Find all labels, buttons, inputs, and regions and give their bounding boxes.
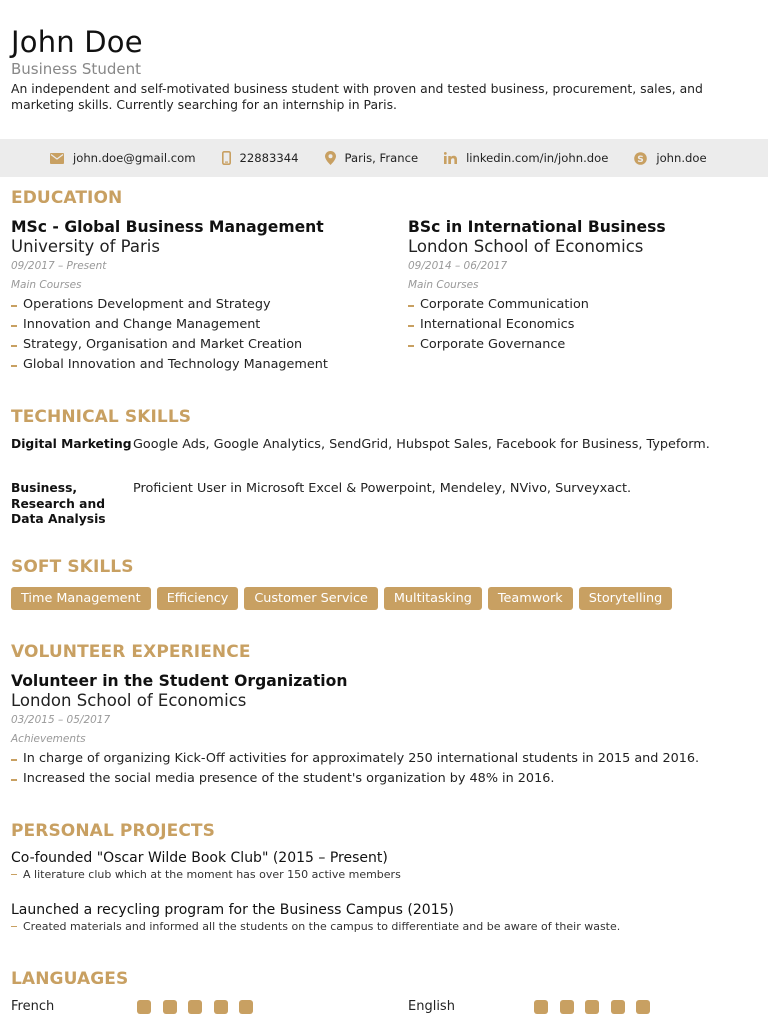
- language-level-dot: [636, 1000, 650, 1014]
- project-description: Created materials and informed all the students on the campus to differentiate and be aware of their waste.: [11, 919, 751, 934]
- contact-skype[interactable]: [634, 151, 706, 165]
- language-name: French: [11, 999, 55, 1014]
- soft-skill-chip: Time Management: [11, 587, 151, 610]
- language-level-dot: [534, 1000, 548, 1014]
- education-entry: [408, 217, 768, 355]
- skill-label: Digital Marketing: [11, 437, 132, 451]
- language-level-dot: [137, 1000, 151, 1014]
- technical-skill-row: [11, 481, 751, 528]
- soft-skill-chip: Storytelling: [579, 587, 673, 610]
- section-title-projects: PERSONAL PROJECTS: [11, 821, 215, 841]
- project-title: Launched a recycling program for the Business Campus (2015): [11, 902, 454, 918]
- project-entry: [11, 901, 751, 934]
- mobile-phone-icon: [222, 151, 231, 165]
- language-name: English: [408, 999, 455, 1014]
- volunteer-dates: 03/2015 – 05/2017: [11, 714, 111, 726]
- linkedin-icon: [444, 152, 457, 164]
- technical-skill-row: [11, 437, 751, 453]
- education-dates: 09/2014 – 06/2017: [408, 260, 508, 272]
- language-level-dot: [188, 1000, 202, 1014]
- soft-skills-list: [11, 587, 678, 610]
- course-item: Corporate Communication: [408, 295, 768, 315]
- contact-skype-text: john.doe: [656, 151, 707, 165]
- contact-linkedin-text: linkedin.com/in/john.doe: [466, 151, 609, 165]
- project-title: Co-founded "Oscar Wilde Book Club" (2015 – Present): [11, 850, 388, 866]
- language-row: [11, 999, 265, 1014]
- language-level-dots: [534, 1000, 662, 1014]
- skill-value: Proficient User in Microsoft Excel & Powerpoint, Mendeley, NVivo, Surveyxact.: [133, 481, 632, 496]
- course-item: Strategy, Organisation and Market Creation: [11, 335, 371, 355]
- candidate-role: Business Student: [11, 60, 141, 78]
- resume-header: [11, 24, 751, 112]
- courses-list: [408, 295, 768, 355]
- contact-bar: [0, 139, 768, 177]
- envelope-icon: [50, 153, 64, 164]
- soft-skill-chip: Multitasking: [384, 587, 482, 610]
- achievements-list: [11, 749, 751, 789]
- contact-email-text: john.doe@gmail.com: [73, 151, 196, 165]
- courses-label: Main Courses: [11, 279, 82, 291]
- volunteer-title: Volunteer in the Student Organization: [11, 672, 348, 690]
- course-item: Innovation and Change Management: [11, 315, 371, 335]
- project-description: A literature club which at the moment has over 150 active members: [11, 867, 751, 882]
- language-level-dot: [611, 1000, 625, 1014]
- courses-list: [11, 295, 371, 375]
- course-item: International Economics: [408, 315, 768, 335]
- course-item: Corporate Governance: [408, 335, 768, 355]
- skill-label: Business, Research and Data Analysis: [11, 481, 106, 526]
- education-entry: [11, 217, 371, 375]
- contact-phone-text: 22883344: [239, 151, 299, 165]
- language-level-dots: [137, 1000, 265, 1014]
- achievement-item: Increased the social media presence of the student's organization by 48% in 2016.: [11, 769, 751, 789]
- degree-title: MSc - Global Business Management: [11, 218, 324, 236]
- school-name: London School of Economics: [408, 237, 644, 256]
- summary-text: An independent and self-motivated business student with proven and tested business, procurement, sales, and marketing skills. Currently searching for an internship in Paris.: [11, 81, 703, 112]
- soft-skill-chip: Efficiency: [157, 587, 239, 610]
- candidate-name: John Doe: [11, 25, 143, 59]
- svg-text:S: S: [637, 154, 645, 165]
- contact-location-text: Paris, France: [344, 151, 419, 165]
- volunteer-org: London School of Economics: [11, 691, 247, 710]
- courses-label: Main Courses: [408, 279, 479, 291]
- section-title-technical-skills: TECHNICAL SKILLS: [11, 407, 192, 427]
- course-item: Global Innovation and Technology Management: [11, 355, 371, 375]
- project-entry: [11, 849, 751, 882]
- map-pin-icon: [325, 151, 336, 165]
- skill-value: Google Ads, Google Analytics, SendGrid, Hubspot Sales, Facebook for Business, Typeform.: [133, 437, 710, 452]
- contact-email[interactable]: [50, 151, 196, 165]
- education-dates: 09/2017 – Present: [11, 260, 107, 272]
- achievement-item: In charge of organizing Kick-Off activities for approximately 250 international students in 2015 and 2016.: [11, 749, 751, 769]
- course-item: Operations Development and Strategy: [11, 295, 371, 315]
- contact-phone[interactable]: [222, 151, 299, 165]
- degree-title: BSc in International Business: [408, 218, 666, 236]
- language-level-dot: [239, 1000, 253, 1014]
- language-row: [408, 999, 662, 1014]
- contact-location: [325, 151, 419, 165]
- soft-skill-chip: Teamwork: [488, 587, 573, 610]
- skype-icon: [634, 152, 647, 165]
- achievements-label: Achievements: [11, 733, 86, 745]
- language-level-dot: [585, 1000, 599, 1014]
- section-title-education: EDUCATION: [11, 188, 123, 208]
- contact-linkedin[interactable]: [444, 151, 608, 165]
- section-title-soft-skills: SOFT SKILLS: [11, 557, 134, 577]
- language-level-dot: [214, 1000, 228, 1014]
- language-level-dot: [560, 1000, 574, 1014]
- section-title-volunteer: VOLUNTEER EXPERIENCE: [11, 642, 251, 662]
- language-level-dot: [163, 1000, 177, 1014]
- section-title-languages: LANGUAGES: [11, 969, 129, 989]
- school-name: University of Paris: [11, 237, 160, 256]
- soft-skill-chip: Customer Service: [244, 587, 378, 610]
- volunteer-entry: [11, 671, 751, 789]
